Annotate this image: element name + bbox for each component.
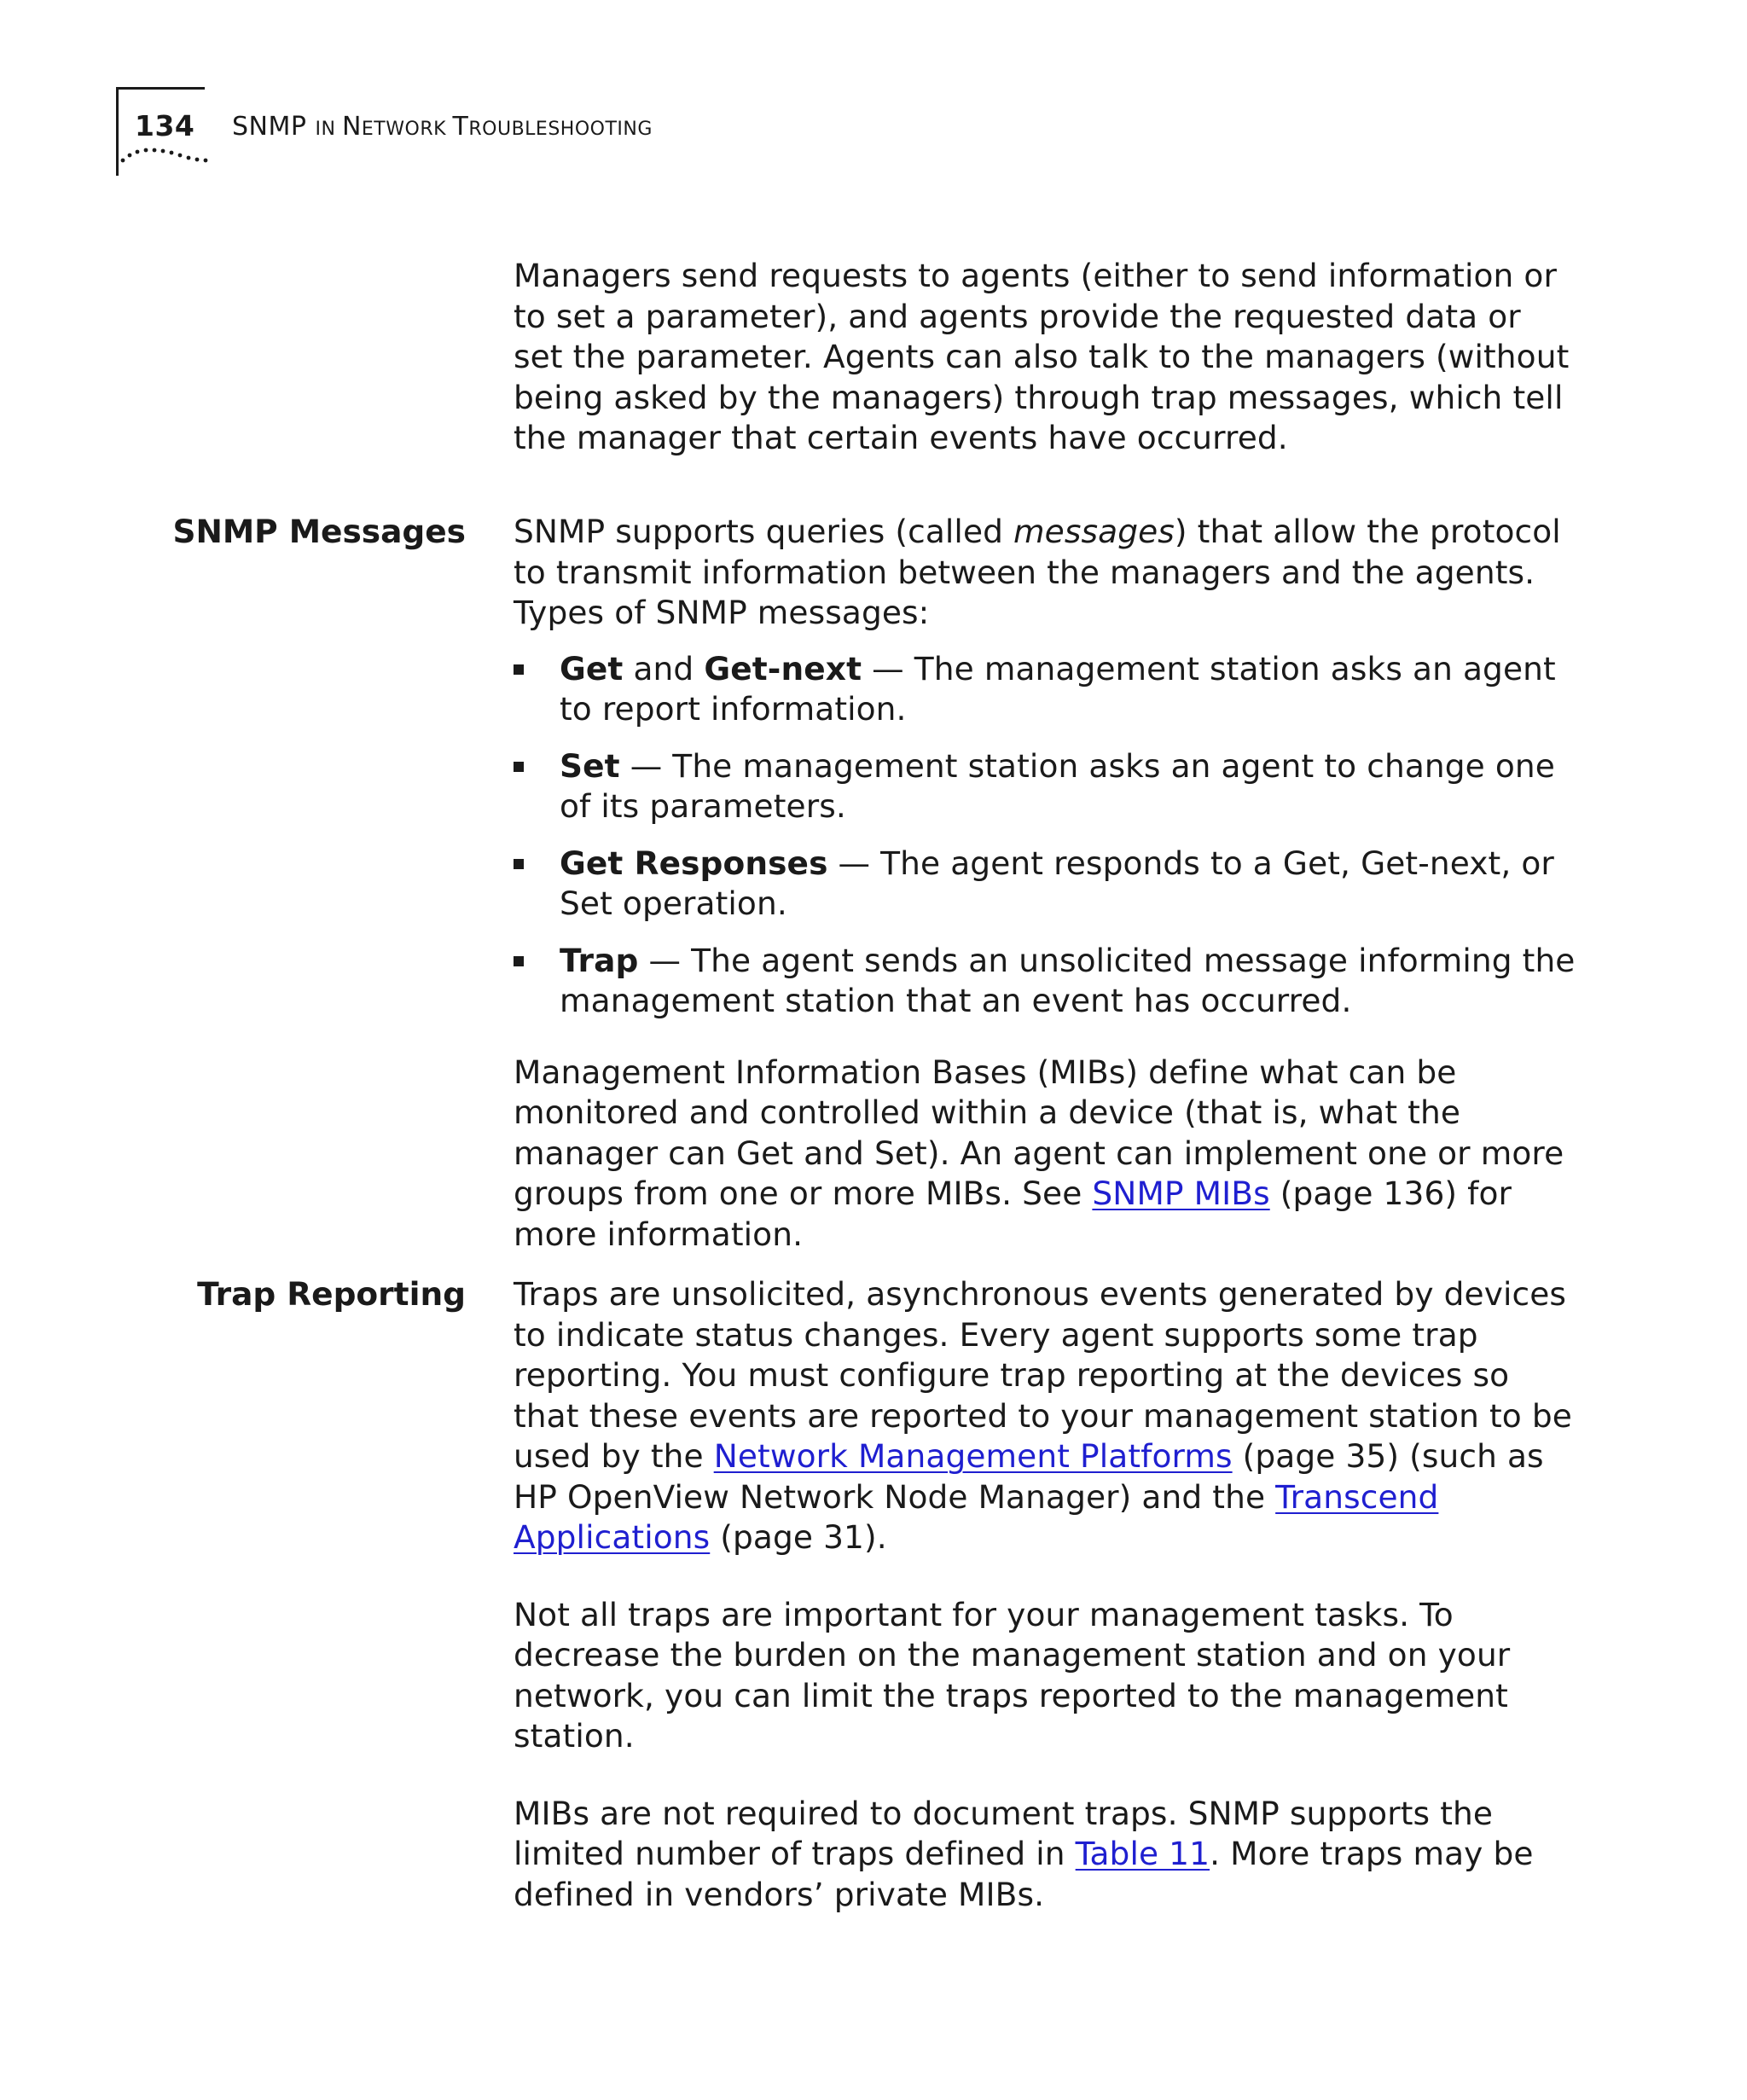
table-11-link[interactable]: Table 11 (1075, 1835, 1210, 1872)
network-management-platforms-link[interactable]: Network Management Platforms (713, 1437, 1233, 1475)
snmp-mibs-link[interactable]: SNMP MIBs (1092, 1175, 1270, 1212)
message-types-list (514, 649, 1580, 1022)
list-item: Trap — The agent sends an unsolicited message informing the management station that an event has occurred. (514, 941, 1580, 1022)
mibs-paragraph: Management Information Bases (MIBs) define what can be monitored and controlled within a device (that is, what the manager can Get and Set). An agent can implement one or more groups from one or more MIBs. See SNMP MIBs (page 136) for more information. (514, 1053, 1564, 1253)
mibs-traps-paragraph: MIBs are not required to document traps. SNMP supports the limited number of traps defined in Table 11. More traps may be defined in vendors’ private MIBs. (514, 1794, 1534, 1913)
intro-section (514, 256, 1580, 459)
page-number: 134 (135, 109, 195, 142)
snmp-messages-paragraph: SNMP supports queries (called messages) that allow the protocol to transmit information between the managers and the agents. Types of SNMP messages: (514, 513, 1561, 631)
bullet-square-icon (514, 956, 524, 966)
transcend-applications-link[interactable]: Transcend Applications (514, 1477, 1439, 1556)
bullet-square-icon (514, 762, 524, 772)
list-item: Get Responses — The agent responds to a Get, Get-next, or Set operation. (514, 844, 1580, 925)
header-rule-vertical (116, 87, 119, 176)
header-rule-horizontal (116, 87, 205, 90)
bullet-square-icon (514, 664, 524, 675)
intro-paragraph: Managers send requests to agents (either to send information or to set a parameter), and agents provide the requested data or set the parameter. Agents can also talk to the managers (without being asked by the managers) through trap messages, which tell the manager that certain events have occurred. (514, 257, 1570, 456)
section-heading-trap-reporting: Trap Reporting (197, 1275, 466, 1313)
snmp-messages-section (514, 512, 1580, 1255)
trap-reporting-paragraph: Traps are unsolicited, asynchronous events generated by devices to indicate status changes. Every agent supports some trap reporting. You must configure trap reporting at the devices so that these events are reported to your management station to be used by the Network Management Platforms (page 35) (such as HP OpenView Network Node Manager) and the Transcend Applications (page 31). (514, 1275, 1572, 1556)
bullet-square-icon (514, 859, 524, 869)
header-dotted-arc-decoration (119, 145, 213, 165)
trap-reporting-section (514, 1274, 1580, 1915)
list-item: Get and Get-next — The management station asks an agent to report information. (514, 649, 1580, 730)
traps-importance-paragraph: Not all traps are important for your management tasks. To decrease the burden on the management station and on your network, you can limit the traps reported to the management station. (514, 1595, 1511, 1755)
running-head: SNMP IN NETWORK TROUBLESHOOTING (232, 112, 653, 142)
list-item: Set — The management station asks an agent to change one of its parameters. (514, 746, 1580, 827)
section-heading-snmp-messages: SNMP Messages (172, 513, 466, 550)
